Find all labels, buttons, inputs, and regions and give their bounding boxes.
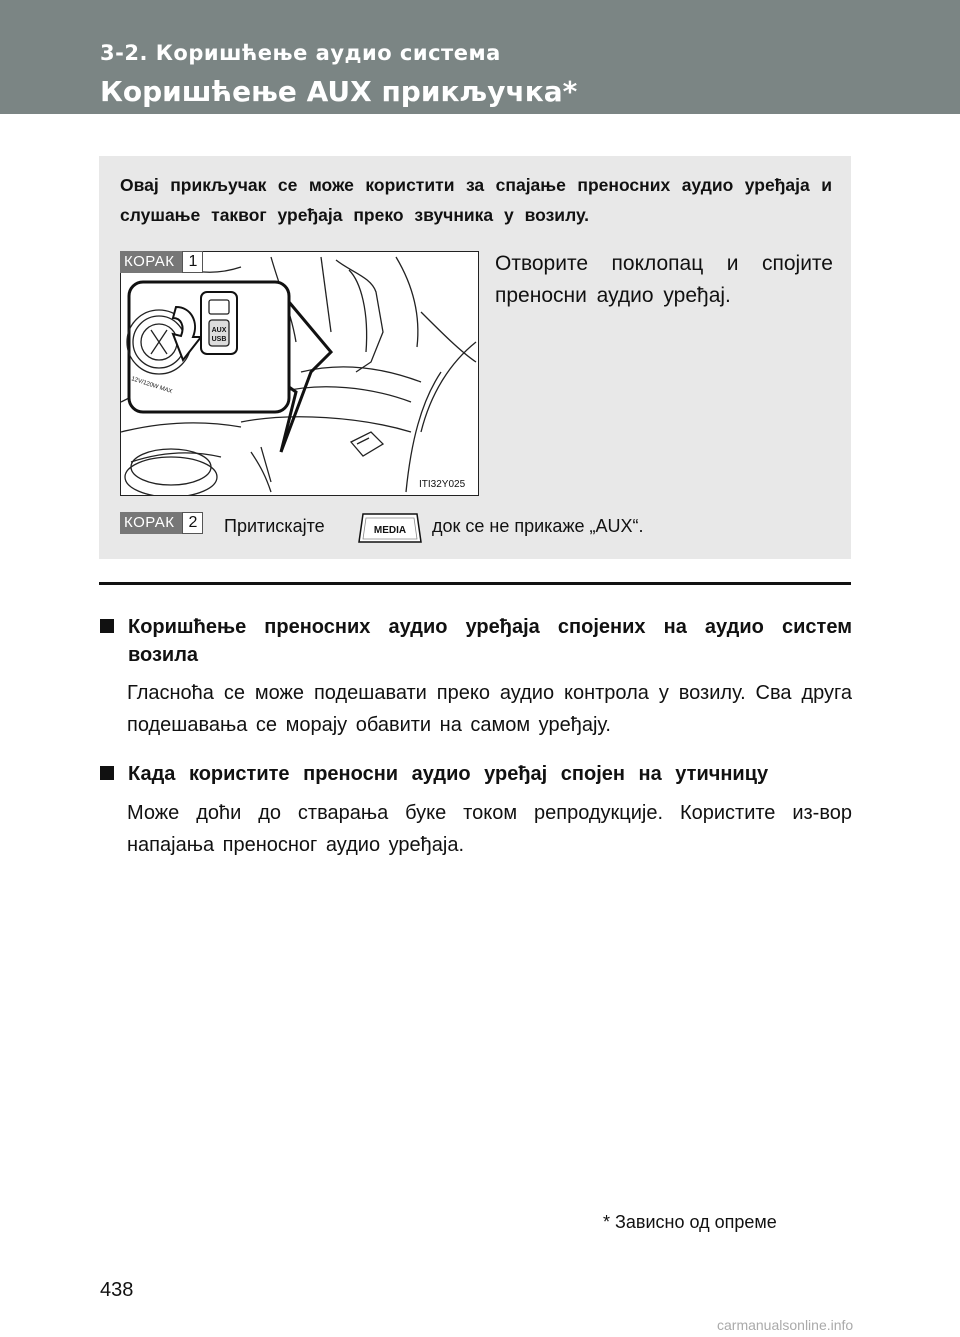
media-button-icon [357, 508, 424, 545]
section-subtitle: 3-2. Коришћење аудио система [100, 41, 501, 65]
section-2-heading [100, 760, 852, 788]
section-2-body: Може доћи до стварања буке током репродукције. Користите из-вор напајања преносног аудио уређаја. [127, 802, 852, 856]
step-2-text-after: док се не прикаже „AUX“. [432, 516, 644, 536]
site-watermark: carmanualsonline.info [717, 1317, 854, 1333]
intro-text: Овај прикључак се може користити за спајање преносних аудио уређаја и слушање таквог уређаја преко звучника у возилу. [120, 175, 832, 225]
step-1-text: Отворите поклопац и спојите преносни аудио уређај. [495, 252, 833, 307]
page-title: Коришћење AUX прикључка* [100, 75, 578, 108]
section-1-heading [100, 613, 852, 669]
instruction-panel [99, 156, 851, 559]
aux-port-label: AUX [211, 327, 227, 334]
page-number: 438 [100, 1279, 134, 1301]
section-1-heading-text: Коришћење преносних аудио уређаја спојених на аудио систем возила [128, 616, 852, 666]
bullet-square-icon [100, 766, 114, 780]
step-1-label: КОРАК [120, 251, 182, 273]
step-2-row [120, 508, 832, 548]
console-drawing [121, 252, 478, 495]
step-2-number: 2 [182, 512, 203, 534]
section-1-body: Гласноћа се може подешавати преко аудио контрола у возилу. Сва друга подешавања се морају обавити на самом уређају. [127, 682, 852, 736]
step-2-text-before: Притискајте [224, 516, 325, 536]
chapter-header [0, 0, 960, 114]
illustration-code: ITI32Y025 [419, 479, 466, 490]
footnote: * Зависно од опреме [603, 1212, 777, 1232]
step-2-tag [120, 512, 203, 534]
aux-port-illustration [120, 251, 479, 496]
step-2-label: КОРАК [120, 512, 182, 534]
media-button-label: MEDIA [373, 525, 407, 536]
step-1-tag [120, 251, 203, 273]
section-divider [99, 582, 851, 585]
section-2-heading-text: Када користите преносни аудио уређај спојен на утичницу [128, 763, 769, 785]
usb-port-label: USB [211, 336, 227, 343]
socket-rating-label: 12V/120W MAX [130, 376, 173, 396]
step-1-number: 1 [182, 251, 203, 273]
bullet-square-icon [100, 619, 114, 633]
